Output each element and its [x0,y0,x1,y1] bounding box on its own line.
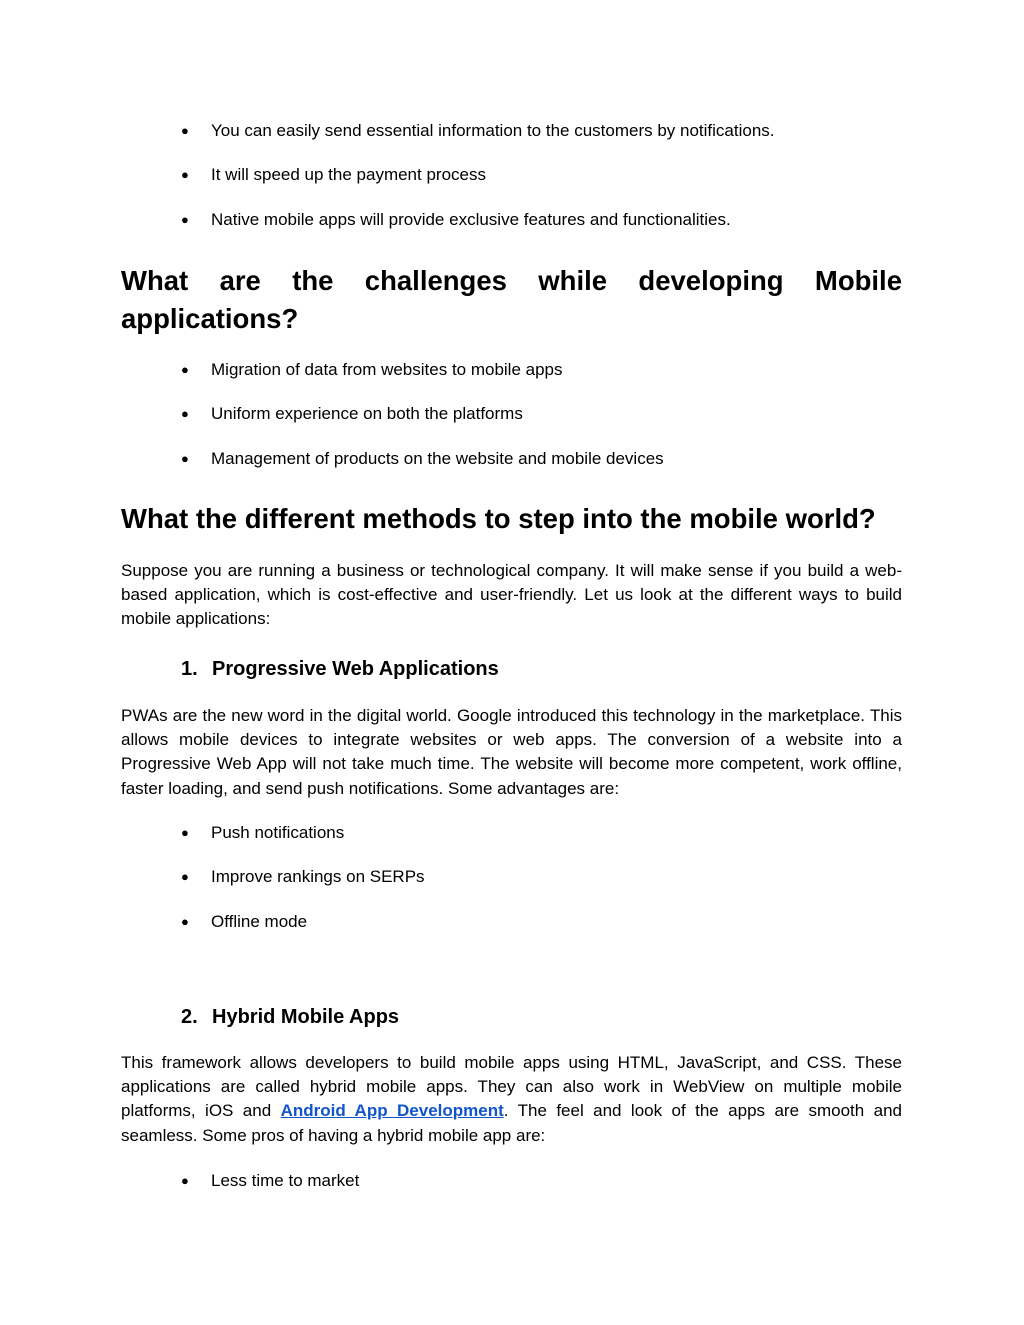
challenges-bullet-list [121,359,902,492]
list-item: ● Improve rankings on SERPs [181,867,425,887]
section-heading-challenges: What are the challenges while developing Mobile applications? [121,265,902,334]
list-item: ● Migration of data from websites to mobile apps [181,360,563,379]
list-item: ● Management of products on the website and mobile devices [181,448,664,468]
list-item: ● Uniform experience on both the platforms [181,404,523,424]
list-item: ● Push notifications [181,823,345,842]
bullet-icon: ● [181,211,189,227]
hybrid-paragraph: This framework allows developers to build mobile apps using HTML, JavaScript, and CSS. These applications are called hybrid mobile apps. They can also work in WebView on multiple mobile platforms, iOS and Android App Development. The feel and look of the apps are smooth and seamless. Some pros of having a hybrid mobile app are: [121,1053,902,1145]
bullet-icon: ● [181,825,189,840]
bullet-icon: ● [181,123,189,138]
list-item: ● Less time to market [181,1171,360,1190]
list-item: ● It will speed up the payment process [181,165,486,185]
intro-bullet-list [121,120,902,253]
pwa-paragraph: PWAs are the new word in the digital world. Google introduced this technology in the marketplace. This allows mobile devices to integrate websites or web apps. The conversion of a website into a Progressive Web App will not take much time. The website will become more competent, work offline, faster loading, and send push notifications. Some advantages are: [121,706,902,798]
bullet-icon: ● [181,406,189,422]
subheading-hybrid: 2. Hybrid Mobile Apps [181,1006,400,1028]
bullet-icon: ● [181,167,189,183]
hybrid-bullet-list [121,1170,902,1214]
methods-paragraph: Suppose you are running a business or technological company. It will make sense if you build a web-based application, which is cost-effective and user-friendly. Let us look at the different ways to build mobile applications: [121,561,902,629]
section-heading-methods: What the different methods to step into the mobile world? [121,503,876,534]
list-item: ● Offline mode [181,911,308,931]
android-app-development-link[interactable]: Android App Development [280,1101,504,1121]
bullet-icon: ● [181,362,189,377]
bullet-icon: ● [181,1173,189,1188]
list-item: ● Native mobile apps will provide exclusive features and functionalities. [181,209,731,229]
bullet-icon: ● [181,869,189,885]
bullet-icon: ● [181,450,189,466]
subheading-pwa: 1. Progressive Web Applications [181,658,499,680]
list-item: ● You can easily send essential information to the customers by notifications. [181,121,775,140]
pwa-bullet-list [121,822,902,955]
bullet-icon: ● [181,913,189,929]
